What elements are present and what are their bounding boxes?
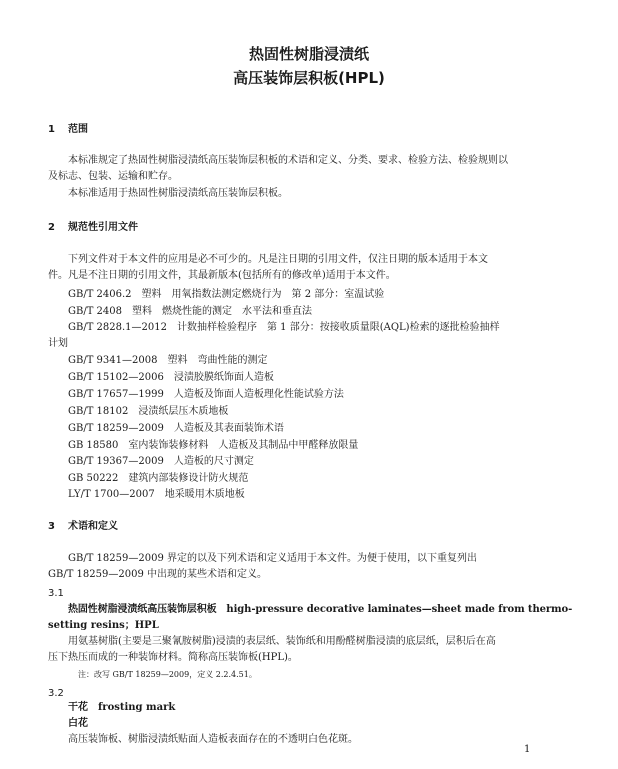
paragraph-line: 件。凡是不注日期的引用文件，其最新版本(包括所有的修改单)适用于本文件。 [48, 270, 396, 281]
paragraph-line: GB/T 18259—2009 界定的以及下列术语和定义适用于本文件。为便于使用，以下重复列出 [68, 553, 477, 564]
term-title: 干花 frosting mark [68, 702, 176, 713]
term-number: 3.2 [48, 688, 64, 699]
reference-item: GB/T 19367—2009 人造板的尺寸测定 [68, 456, 254, 467]
section-heading-terms-definitions [48, 520, 118, 534]
reference-item: GB 18580 室内装饰装修材料 人造板及其制品中甲醛释放限量 [68, 440, 359, 451]
reference-item: GB/T 2828.1—2012 计数抽样检验程序 第 1 部分：按接收质量限(AQL)检索的逐批检验抽样 [68, 322, 500, 333]
term-definition: 高压装饰板、树脂浸渍纸贴面人造板表面存在的不透明白色花斑。 [68, 734, 358, 745]
term-title: 热固性树脂浸渍纸高压装饰层积板 high-pressure decorative laminates—sheet made from thermo- [68, 604, 573, 615]
section-number: 3 [48, 521, 55, 532]
page-number: 1 [524, 744, 531, 755]
section-heading-scope [48, 123, 88, 137]
section-number: 2 [48, 222, 55, 233]
paragraph-line: 及标志、包装、运输和贮存。 [48, 171, 178, 182]
paragraph-line: 下列文件对于本文件的应用是必不可少的。凡是注日期的引用文件，仅注日期的版本适用于本文 [68, 254, 488, 265]
section-title: 术语和定义 [68, 521, 118, 532]
term-title-continuation: setting resins；HPL [48, 620, 159, 631]
paragraph-line: 本标准规定了热固性树脂浸渍纸高压装饰层积板的术语和定义、分类、要求、检验方法、检验规则以 [68, 155, 508, 166]
term-synonym: 白花 [68, 718, 88, 729]
term-number: 3.1 [48, 588, 64, 599]
section-heading-normative-references [48, 221, 138, 235]
reference-item: GB/T 18259—2009 人造板及其表面装饰术语 [68, 423, 284, 434]
term-definition-continuation: 压下热压而成的一种装饰材料。简称高压装饰板(HPL)。 [48, 652, 298, 663]
term-note: 注：改写 GB/T 18259—2009，定义 2.2.4.51。 [78, 670, 257, 679]
reference-item-continuation: 计划 [48, 338, 68, 349]
section-title: 范围 [68, 124, 88, 135]
reference-item: LY/T 1700—2007 地采暖用木质地板 [68, 489, 245, 500]
reference-item: GB/T 2406.2 塑料 用氧指数法测定燃烧行为 第 2 部分：室温试验 [68, 289, 385, 300]
reference-item: GB/T 15102—2006 浸渍胶膜纸饰面人造板 [68, 372, 274, 383]
reference-item: GB/T 18102 浸渍纸层压木质地板 [68, 406, 229, 417]
section-number: 1 [48, 124, 55, 135]
reference-item: GB 50222 建筑内部装修设计防火规范 [68, 473, 249, 484]
reference-item: GB/T 9341—2008 塑料 弯曲性能的测定 [68, 355, 268, 366]
reference-item: GB/T 2408 塑料 燃烧性能的测定 水平法和垂直法 [68, 306, 313, 317]
paragraph-line: GB/T 18259—2009 中出现的某些术语和定义。 [48, 569, 267, 580]
document-title-line1: 热固性树脂浸渍纸 [248, 45, 369, 63]
document-title-line2: 高压装饰层积板(HPL) [233, 69, 385, 87]
section-title: 规范性引用文件 [68, 222, 138, 233]
paragraph-line: 本标准适用于热固性树脂浸渍纸高压装饰层积板。 [68, 188, 288, 199]
term-definition: 用氨基树脂(主要是三聚氰胺树脂)浸渍的表层纸、装饰纸和用酚醛树脂浸渍的底层纸，层积后在高 [68, 636, 496, 647]
reference-item: GB/T 17657—1999 人造板及饰面人造板理化性能试验方法 [68, 389, 344, 400]
